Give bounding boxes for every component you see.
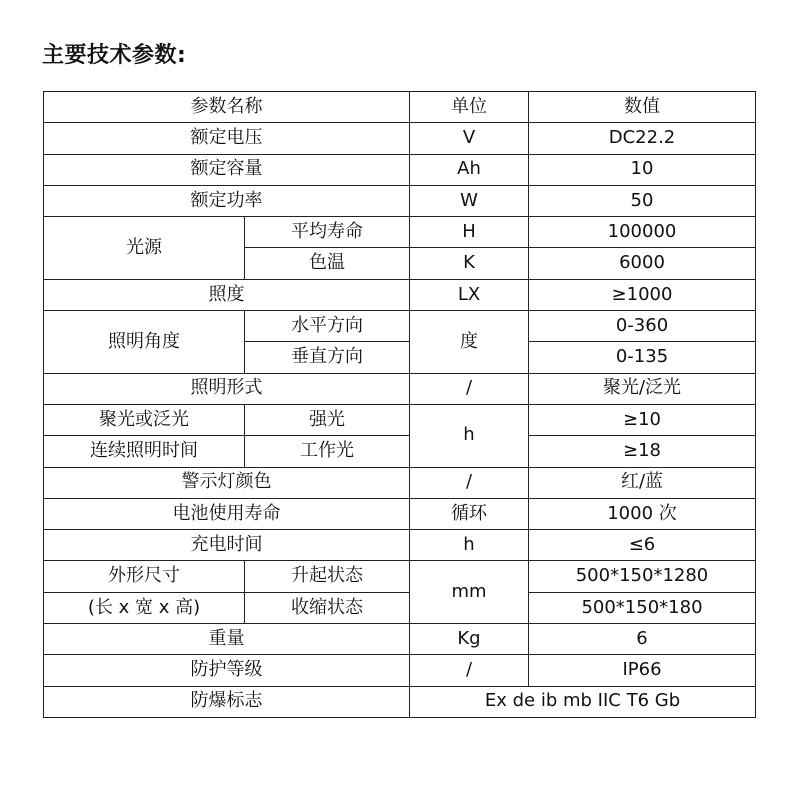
header-unit: 单位 [410,92,529,123]
param-subname: 水平方向 [245,311,410,342]
param-unit: 循环 [410,498,529,529]
param-value: 50 [529,185,756,216]
param-value: 红/蓝 [529,467,756,498]
table-row [44,592,756,623]
param-group-name-line1: 外形尺寸 [44,561,245,592]
param-name: 重量 [44,624,410,655]
param-unit: W [410,185,529,216]
param-unit: / [410,373,529,404]
page-title: 主要技术参数: [42,43,187,68]
param-value: DC22.2 [529,123,756,154]
param-group-name-line2: (长 x 宽 x 高) [44,592,245,623]
param-name: 防爆标志 [44,686,410,717]
table-row [44,686,756,717]
param-subname: 强光 [245,404,410,435]
param-group-name: 光源 [44,217,245,280]
param-unit: LX [410,279,529,310]
param-unit: h [410,404,529,467]
param-subname: 工作光 [245,436,410,467]
header-name: 参数名称 [44,92,410,123]
param-group-name: 照明角度 [44,311,245,374]
table-row [44,404,756,435]
table-row [44,311,756,342]
param-value: 1000 次 [529,498,756,529]
param-name: 警示灯颜色 [44,467,410,498]
param-value: 100000 [529,217,756,248]
param-value: 0-360 [529,311,756,342]
table-header-row [44,92,756,123]
header-value: 数值 [529,92,756,123]
param-subname: 色温 [245,248,410,279]
table-row [44,498,756,529]
param-name: 充电时间 [44,530,410,561]
param-value: 10 [529,154,756,185]
param-unit: K [410,248,529,279]
param-value: 500*150*180 [529,592,756,623]
param-name: 防护等级 [44,655,410,686]
param-unit: Kg [410,624,529,655]
param-unit: h [410,530,529,561]
param-subname: 收缩状态 [245,592,410,623]
param-value: 500*150*1280 [529,561,756,592]
param-name: 电池使用寿命 [44,498,410,529]
table-row [44,123,756,154]
param-unit: V [410,123,529,154]
param-group-name-line2: 连续照明时间 [44,436,245,467]
param-subname: 垂直方向 [245,342,410,373]
param-name: 照度 [44,279,410,310]
param-unit: / [410,655,529,686]
param-value: ≤6 [529,530,756,561]
param-unit: mm [410,561,529,624]
table-row [44,530,756,561]
table-row [44,655,756,686]
table-row [44,624,756,655]
param-value: Ex de ib mb IIC T6 Gb [410,686,756,717]
param-value: ≥18 [529,436,756,467]
table-row [44,436,756,467]
table-row [44,279,756,310]
param-group-name-line1: 聚光或泛光 [44,404,245,435]
param-unit: Ah [410,154,529,185]
param-subname: 升起状态 [245,561,410,592]
param-unit: / [410,467,529,498]
table-row [44,185,756,216]
table-row [44,561,756,592]
table-row [44,467,756,498]
param-value: ≥10 [529,404,756,435]
table-row [44,154,756,185]
param-value: IP66 [529,655,756,686]
param-value: 6 [529,624,756,655]
param-value: 0-135 [529,342,756,373]
param-name: 额定容量 [44,154,410,185]
param-name: 额定电压 [44,123,410,154]
param-unit: 度 [410,311,529,374]
param-unit: H [410,217,529,248]
spec-table [43,91,756,718]
param-value: 聚光/泛光 [529,373,756,404]
param-subname: 平均寿命 [245,217,410,248]
param-value: ≥1000 [529,279,756,310]
param-value: 6000 [529,248,756,279]
table-row [44,373,756,404]
param-name: 额定功率 [44,185,410,216]
table-row [44,217,756,248]
param-name: 照明形式 [44,373,410,404]
